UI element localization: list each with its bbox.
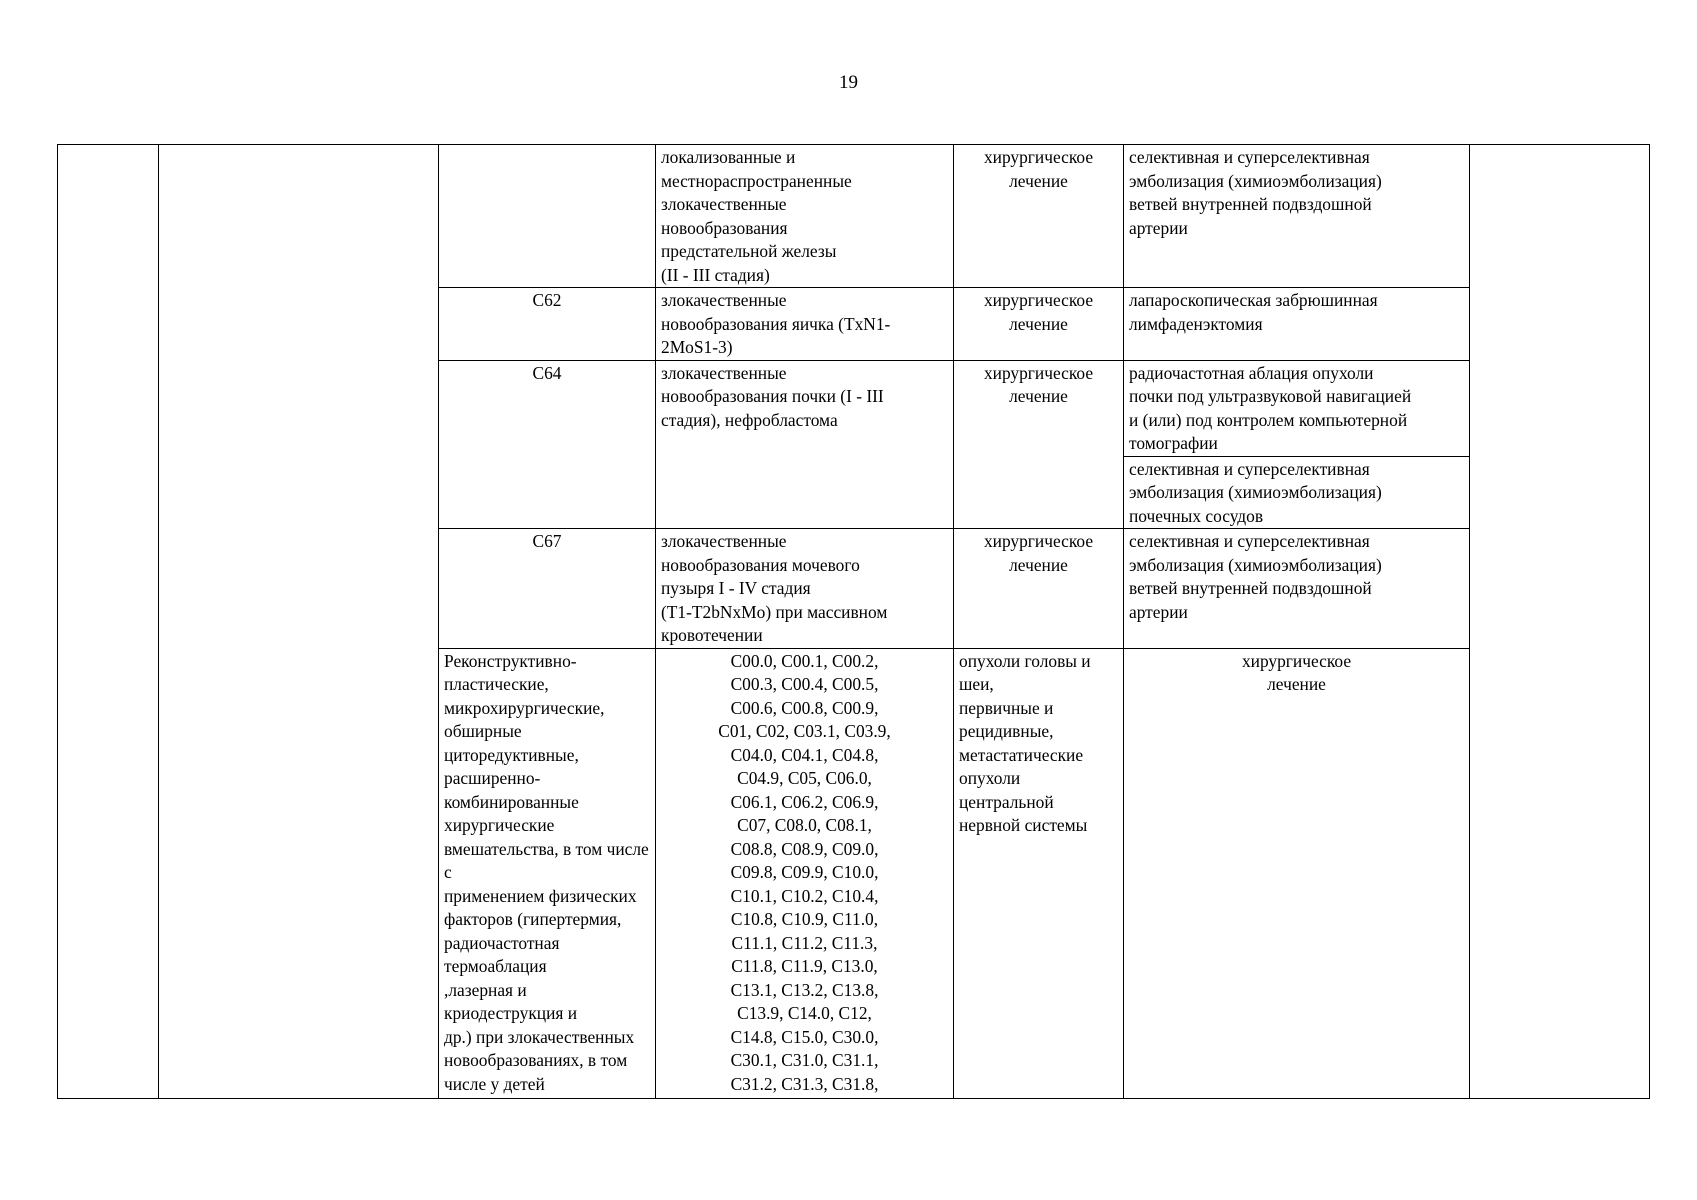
table-row <box>58 145 1650 288</box>
diagnosis-cell: злокачественные новообразования почки (I - III стадия), нефробластома <box>656 360 954 529</box>
code-cell <box>439 145 656 288</box>
treatment-type-cell: хирургическое лечение <box>954 145 1124 288</box>
intervention-cell: Реконструктивно- пластические, микрохирургические, обширные циторедуктивные, расширенно- комбинированные хирургические вмешательства, в том числе с применением физических факторов (гипертермия, радиочастотная термоаблация ,лазерная и криодеструкция и др.) при злокачественных новообразованиях, в том числе у детей <box>439 648 656 1098</box>
number-cell <box>58 145 159 1099</box>
method-cell: лапароскопическая забрюшинная лимфаденэктомия <box>1124 288 1470 361</box>
funding-cell <box>1470 145 1650 1099</box>
diagnosis-cell: злокачественные новообразования яичка (TxN1- 2MoS1-3) <box>656 288 954 361</box>
code-cell: C00.0, C00.1, C00.2, C00.3, C00.4, C00.5, C00.6, C00.8, C00.9, C01, C02, C03.1, C03.9, C04.0, C04.1, C04.8, C04.9, C05, C06.0, C06.1, C06.2, C06.9, C07, C08.0, C08.1, C08.8, C08.9, C09.0, C09.8, C09.9, C10.0, C10.1, C10.2, C10.4, C10.8, C10.9, C11.0, C11.1, C11.2, C11.3, C11.8, C11.9, C13.0, C13.1, C13.2, C13.8, C13.9, C14.0, C12, C14.8, C15.0, C30.0, C30.1, C31.0, C31.1, C31.2, C31.3, C31.8, <box>656 648 954 1098</box>
method-cell: селективная и суперселективная эмболизация (химиоэмболизация) почечных сосудов <box>1124 456 1470 529</box>
diagnosis-cell: злокачественные новообразования мочевого пузыря I - IV стадия (T1-T2bNxMo) при массивном кровотечении <box>656 529 954 649</box>
diagnosis-cell: опухоли головы и шеи, первичные и рецидивные, метастатические опухоли центральной нервной системы <box>954 648 1124 1098</box>
method-cell: селективная и суперселективная эмболизация (химиоэмболизация) ветвей внутренней подвздошной артерии <box>1124 145 1470 288</box>
method-cell: радиочастотная аблация опухоли почки под ультразвуковой навигацией и (или) под контролем компьютерной томографии <box>1124 360 1470 456</box>
method-cell: селективная и суперселективная эмболизация (химиоэмболизация) ветвей внутренней подвздошной артерии <box>1124 529 1470 649</box>
treatment-type-cell: хирургическое лечение <box>954 529 1124 649</box>
diagnosis-cell: локализованные и местнораспространенные злокачественные новообразования предстательной железы (II - III стадия) <box>656 145 954 288</box>
treatment-type-cell: хирургическое лечение <box>1124 648 1470 1098</box>
code-cell: C64 <box>439 360 656 529</box>
treatment-type-cell: хирургическое лечение <box>954 360 1124 529</box>
code-cell: C62 <box>439 288 656 361</box>
medical-care-table <box>57 144 1650 1099</box>
code-cell: C67 <box>439 529 656 649</box>
treatment-type-cell: хирургическое лечение <box>954 288 1124 361</box>
intervention-cell-continued <box>159 145 439 1099</box>
page-number: 19 <box>839 72 858 93</box>
